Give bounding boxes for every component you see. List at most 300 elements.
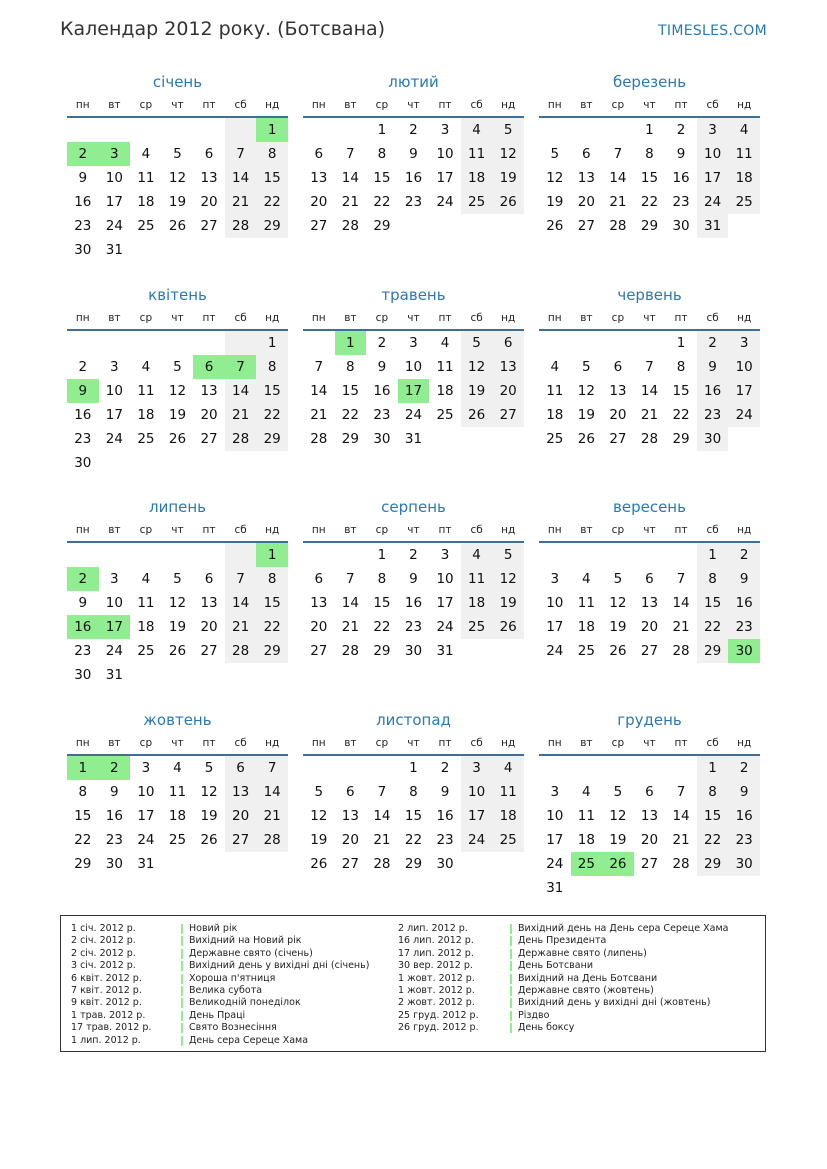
day-cell[interactable]: 30 [74, 242, 92, 258]
day-cell[interactable]: 29 [373, 643, 391, 659]
day-cell[interactable]: 19 [609, 619, 627, 635]
day-cell[interactable]: 23 [728, 615, 760, 639]
day-cell[interactable]: 3 [550, 571, 560, 587]
day-cell[interactable]: 25 [571, 852, 603, 876]
day-cell[interactable]: 10 [546, 808, 564, 824]
day-cell[interactable]: 10 [436, 571, 454, 587]
day-cell[interactable]: 26 [200, 832, 218, 848]
day-cell[interactable]: 6 [613, 359, 623, 375]
day-cell[interactable]: 28 [341, 643, 359, 659]
day-cell[interactable]: 24 [728, 403, 760, 427]
day-cell[interactable]: 27 [492, 403, 524, 427]
day-cell[interactable]: 21 [609, 194, 627, 210]
day-cell[interactable]: 4 [173, 760, 182, 776]
day-cell[interactable]: 5 [314, 784, 324, 800]
day-cell[interactable]: 27 [200, 431, 218, 447]
day-cell[interactable]: 16 [67, 615, 99, 639]
day-cell[interactable]: 24 [436, 194, 454, 210]
day-cell[interactable]: 13 [310, 170, 328, 186]
day-cell[interactable]: 24 [436, 619, 454, 635]
day-cell[interactable]: 11 [436, 359, 454, 375]
day-cell[interactable]: 20 [200, 407, 218, 423]
day-cell[interactable]: 24 [546, 856, 564, 872]
day-cell[interactable]: 23 [436, 832, 454, 848]
day-cell[interactable]: 15 [74, 808, 92, 824]
day-cell[interactable]: 2 [697, 331, 729, 355]
day-cell[interactable]: 8 [697, 567, 729, 591]
day-cell[interactable]: 3 [550, 784, 560, 800]
day-cell[interactable]: 9 [377, 359, 387, 375]
day-cell[interactable]: 4 [582, 571, 591, 587]
day-cell[interactable]: 6 [314, 146, 324, 162]
day-cell[interactable]: 5 [461, 331, 493, 355]
day-cell[interactable]: 17 [436, 595, 454, 611]
day-cell[interactable]: 5 [613, 784, 623, 800]
day-cell[interactable]: 25 [168, 832, 187, 848]
day-cell[interactable]: 2 [409, 547, 418, 563]
day-cell[interactable]: 2 [78, 359, 88, 375]
day-cell[interactable]: 20 [225, 804, 257, 828]
day-cell[interactable]: 21 [225, 615, 257, 639]
day-cell[interactable]: 25 [546, 431, 564, 447]
day-cell[interactable]: 29 [404, 856, 423, 872]
day-cell[interactable]: 12 [492, 142, 524, 166]
day-cell[interactable]: 4 [440, 335, 450, 351]
day-cell[interactable]: 15 [256, 591, 288, 615]
day-cell[interactable]: 3 [697, 118, 729, 142]
day-cell[interactable]: 10 [728, 355, 760, 379]
day-cell[interactable]: 2 [728, 543, 760, 567]
day-cell[interactable]: 21 [310, 407, 328, 423]
day-cell[interactable]: 15 [640, 170, 659, 186]
day-cell[interactable]: 19 [168, 407, 187, 423]
day-cell[interactable]: 11 [728, 142, 760, 166]
day-cell[interactable]: 21 [373, 832, 391, 848]
day-cell[interactable]: 5 [492, 543, 524, 567]
day-cell[interactable]: 19 [546, 194, 564, 210]
day-cell[interactable]: 17 [546, 619, 564, 635]
day-cell[interactable]: 1 [67, 756, 99, 780]
day-cell[interactable]: 30 [436, 856, 454, 872]
day-cell[interactable]: 7 [346, 146, 355, 162]
day-cell[interactable]: 10 [404, 359, 423, 375]
day-cell[interactable]: 30 [404, 643, 423, 659]
day-cell[interactable]: 29 [341, 431, 359, 447]
day-cell[interactable]: 18 [461, 591, 493, 615]
day-cell[interactable]: 6 [225, 756, 257, 780]
day-cell[interactable]: 4 [728, 118, 760, 142]
day-cell[interactable]: 6 [645, 571, 654, 587]
day-cell[interactable]: 13 [200, 595, 218, 611]
day-cell[interactable]: 15 [697, 591, 729, 615]
day-cell[interactable]: 15 [373, 170, 391, 186]
day-cell[interactable]: 15 [672, 383, 690, 399]
day-cell[interactable]: 12 [609, 808, 627, 824]
day-cell[interactable]: 10 [697, 142, 729, 166]
day-cell[interactable]: 27 [341, 856, 359, 872]
day-cell[interactable]: 29 [697, 639, 729, 663]
day-cell[interactable]: 30 [105, 856, 123, 872]
day-cell[interactable]: 29 [256, 214, 288, 238]
day-cell[interactable]: 9 [78, 170, 88, 186]
day-cell[interactable]: 5 [173, 571, 182, 587]
day-cell[interactable]: 11 [137, 383, 155, 399]
day-cell[interactable]: 8 [256, 355, 288, 379]
day-cell[interactable]: 12 [492, 567, 524, 591]
day-cell[interactable]: 5 [173, 359, 182, 375]
day-cell[interactable]: 2 [409, 122, 418, 138]
day-cell[interactable]: 23 [74, 431, 92, 447]
day-cell[interactable]: 14 [225, 166, 257, 190]
day-cell[interactable]: 9 [728, 567, 760, 591]
day-cell[interactable]: 9 [409, 146, 418, 162]
day-cell[interactable]: 25 [137, 431, 155, 447]
day-cell[interactable]: 24 [697, 190, 729, 214]
day-cell[interactable]: 24 [546, 643, 564, 659]
day-cell[interactable]: 22 [341, 407, 359, 423]
day-cell[interactable]: 1 [256, 118, 288, 142]
day-cell[interactable]: 15 [341, 383, 359, 399]
day-cell[interactable]: 4 [461, 118, 493, 142]
day-cell[interactable]: 16 [74, 194, 92, 210]
day-cell[interactable]: 14 [672, 808, 690, 824]
day-cell[interactable]: 8 [645, 146, 654, 162]
day-cell[interactable]: 28 [672, 643, 690, 659]
day-cell[interactable]: 16 [697, 379, 729, 403]
day-cell[interactable]: 23 [404, 619, 423, 635]
day-cell[interactable]: 7 [613, 146, 623, 162]
day-cell[interactable]: 5 [492, 118, 524, 142]
day-cell[interactable]: 12 [609, 595, 627, 611]
day-cell[interactable]: 11 [461, 142, 493, 166]
day-cell[interactable]: 4 [141, 146, 151, 162]
day-cell[interactable]: 19 [200, 808, 218, 824]
day-cell[interactable]: 23 [105, 832, 123, 848]
day-cell[interactable]: 24 [404, 407, 423, 423]
day-cell[interactable]: 2 [377, 335, 387, 351]
day-cell[interactable]: 21 [672, 832, 690, 848]
day-cell[interactable]: 14 [225, 379, 257, 403]
day-cell[interactable]: 27 [640, 643, 659, 659]
day-cell[interactable]: 8 [697, 780, 729, 804]
day-cell[interactable]: 13 [200, 383, 218, 399]
day-cell[interactable]: 11 [137, 595, 155, 611]
day-cell[interactable]: 13 [640, 595, 659, 611]
day-cell[interactable]: 25 [461, 190, 493, 214]
day-cell[interactable]: 20 [200, 619, 218, 635]
day-cell[interactable]: 15 [404, 808, 423, 824]
day-cell[interactable]: 3 [440, 547, 450, 563]
day-cell[interactable]: 10 [436, 146, 454, 162]
day-cell[interactable]: 4 [582, 784, 591, 800]
day-cell[interactable]: 3 [440, 122, 450, 138]
day-cell[interactable]: 6 [193, 355, 225, 379]
day-cell[interactable]: 28 [341, 218, 359, 234]
day-cell[interactable]: 22 [74, 832, 92, 848]
day-cell[interactable]: 14 [373, 808, 391, 824]
day-cell[interactable]: 4 [141, 359, 151, 375]
day-cell[interactable]: 16 [672, 170, 690, 186]
day-cell[interactable]: 21 [256, 804, 288, 828]
day-cell[interactable]: 27 [609, 431, 627, 447]
day-cell[interactable]: 7 [676, 571, 686, 587]
day-cell[interactable]: 6 [346, 784, 355, 800]
day-cell[interactable]: 18 [168, 808, 187, 824]
day-cell[interactable]: 20 [310, 194, 328, 210]
day-cell[interactable]: 3 [409, 335, 418, 351]
day-cell[interactable]: 3 [728, 331, 760, 355]
day-cell[interactable]: 18 [137, 194, 155, 210]
day-cell[interactable]: 6 [204, 571, 214, 587]
day-cell[interactable]: 28 [609, 218, 627, 234]
day-cell[interactable]: 22 [256, 615, 288, 639]
day-cell[interactable]: 26 [310, 856, 328, 872]
day-cell[interactable]: 23 [404, 194, 423, 210]
day-cell[interactable]: 8 [676, 359, 686, 375]
day-cell[interactable]: 13 [225, 780, 257, 804]
day-cell[interactable]: 17 [99, 615, 131, 639]
day-cell[interactable]: 24 [105, 643, 123, 659]
day-cell[interactable]: 30 [672, 218, 690, 234]
day-cell[interactable]: 14 [609, 170, 627, 186]
day-cell[interactable]: 21 [225, 403, 257, 427]
day-cell[interactable]: 12 [200, 784, 218, 800]
day-cell[interactable]: 2 [440, 760, 450, 776]
day-cell[interactable]: 11 [461, 567, 493, 591]
day-cell[interactable]: 28 [310, 431, 328, 447]
day-cell[interactable]: 23 [697, 403, 729, 427]
day-cell[interactable]: 9 [67, 379, 99, 403]
day-cell[interactable]: 10 [105, 595, 123, 611]
day-cell[interactable]: 19 [310, 832, 328, 848]
day-cell[interactable]: 13 [577, 170, 595, 186]
day-cell[interactable]: 22 [697, 828, 729, 852]
day-cell[interactable]: 2 [67, 567, 99, 591]
day-cell[interactable]: 5 [550, 146, 560, 162]
day-cell[interactable]: 19 [461, 379, 493, 403]
day-cell[interactable]: 17 [105, 407, 123, 423]
day-cell[interactable]: 26 [546, 218, 564, 234]
day-cell[interactable]: 25 [577, 643, 595, 659]
day-cell[interactable]: 22 [256, 190, 288, 214]
day-cell[interactable]: 1 [377, 122, 387, 138]
day-cell[interactable]: 6 [645, 784, 654, 800]
day-cell[interactable]: 11 [137, 170, 155, 186]
day-cell[interactable]: 3 [110, 359, 119, 375]
day-cell[interactable]: 5 [613, 571, 623, 587]
day-cell[interactable]: 26 [168, 643, 187, 659]
day-cell[interactable]: 17 [137, 808, 155, 824]
day-cell[interactable]: 11 [577, 808, 595, 824]
day-cell[interactable]: 13 [609, 383, 627, 399]
day-cell[interactable]: 25 [728, 190, 760, 214]
day-cell[interactable]: 7 [377, 784, 387, 800]
day-cell[interactable]: 7 [346, 571, 355, 587]
day-cell[interactable]: 21 [672, 619, 690, 635]
day-cell[interactable]: 12 [168, 170, 187, 186]
day-cell[interactable]: 28 [225, 427, 257, 451]
day-cell[interactable]: 26 [168, 431, 187, 447]
day-cell[interactable]: 19 [609, 832, 627, 848]
day-cell[interactable]: 28 [225, 639, 257, 663]
day-cell[interactable]: 4 [492, 756, 524, 780]
day-cell[interactable]: 17 [461, 804, 493, 828]
day-cell[interactable]: 7 [314, 359, 324, 375]
day-cell[interactable]: 29 [256, 639, 288, 663]
day-cell[interactable]: 16 [74, 407, 92, 423]
day-cell[interactable]: 21 [341, 194, 359, 210]
day-cell[interactable]: 8 [377, 146, 387, 162]
day-cell[interactable]: 23 [728, 828, 760, 852]
day-cell[interactable]: 24 [137, 832, 155, 848]
day-cell[interactable]: 16 [728, 591, 760, 615]
day-cell[interactable]: 13 [341, 808, 359, 824]
day-cell[interactable]: 11 [492, 780, 524, 804]
day-cell[interactable]: 28 [225, 214, 257, 238]
day-cell[interactable]: 22 [256, 403, 288, 427]
day-cell[interactable]: 18 [461, 166, 493, 190]
day-cell[interactable]: 26 [492, 190, 524, 214]
day-cell[interactable]: 28 [373, 856, 391, 872]
day-cell[interactable]: 28 [672, 856, 690, 872]
day-cell[interactable]: 18 [436, 383, 454, 399]
day-cell[interactable]: 12 [168, 383, 187, 399]
day-cell[interactable]: 14 [640, 383, 659, 399]
day-cell[interactable]: 27 [640, 856, 659, 872]
day-cell[interactable]: 5 [582, 359, 591, 375]
day-cell[interactable]: 15 [373, 595, 391, 611]
day-cell[interactable]: 29 [74, 856, 92, 872]
day-cell[interactable]: 24 [105, 431, 123, 447]
day-cell[interactable]: 27 [200, 218, 218, 234]
day-cell[interactable]: 22 [640, 194, 659, 210]
day-cell[interactable]: 31 [105, 667, 123, 683]
day-cell[interactable]: 23 [373, 407, 391, 423]
day-cell[interactable]: 3 [99, 142, 131, 166]
day-cell[interactable]: 26 [609, 643, 627, 659]
day-cell[interactable]: 30 [373, 431, 391, 447]
day-cell[interactable]: 18 [728, 166, 760, 190]
day-cell[interactable]: 5 [204, 760, 214, 776]
day-cell[interactable]: 24 [461, 828, 493, 852]
day-cell[interactable]: 30 [74, 667, 92, 683]
day-cell[interactable]: 12 [461, 355, 493, 379]
day-cell[interactable]: 26 [492, 615, 524, 639]
day-cell[interactable]: 9 [78, 595, 88, 611]
day-cell[interactable]: 31 [546, 880, 564, 896]
day-cell[interactable]: 30 [697, 427, 729, 451]
day-cell[interactable]: 31 [404, 431, 423, 447]
day-cell[interactable]: 3 [141, 760, 151, 776]
day-cell[interactable]: 9 [697, 355, 729, 379]
day-cell[interactable]: 7 [225, 567, 257, 591]
day-cell[interactable]: 14 [310, 383, 328, 399]
day-cell[interactable]: 16 [105, 808, 123, 824]
day-cell[interactable]: 1 [645, 122, 654, 138]
day-cell[interactable]: 25 [461, 615, 493, 639]
day-cell[interactable]: 28 [640, 431, 659, 447]
day-cell[interactable]: 11 [168, 784, 187, 800]
day-cell[interactable]: 18 [137, 619, 155, 635]
day-cell[interactable]: 20 [577, 194, 595, 210]
day-cell[interactable]: 29 [256, 427, 288, 451]
day-cell[interactable]: 27 [577, 218, 595, 234]
day-cell[interactable]: 6 [314, 571, 324, 587]
day-cell[interactable]: 31 [137, 856, 155, 872]
day-cell[interactable]: 7 [225, 355, 257, 379]
day-cell[interactable]: 7 [256, 756, 288, 780]
day-cell[interactable]: 31 [436, 643, 454, 659]
day-cell[interactable]: 19 [168, 194, 187, 210]
day-cell[interactable]: 10 [137, 784, 155, 800]
day-cell[interactable]: 18 [577, 619, 595, 635]
day-cell[interactable]: 22 [697, 615, 729, 639]
day-cell[interactable]: 25 [137, 218, 155, 234]
day-cell[interactable]: 18 [546, 407, 564, 423]
day-cell[interactable]: 21 [341, 619, 359, 635]
day-cell[interactable]: 30 [728, 639, 760, 663]
day-cell[interactable]: 17 [546, 832, 564, 848]
day-cell[interactable]: 27 [200, 643, 218, 659]
day-cell[interactable]: 30 [74, 455, 92, 471]
day-cell[interactable]: 19 [492, 166, 524, 190]
day-cell[interactable]: 1 [256, 543, 288, 567]
day-cell[interactable]: 15 [256, 379, 288, 403]
day-cell[interactable]: 18 [577, 832, 595, 848]
day-cell[interactable]: 12 [577, 383, 595, 399]
day-cell[interactable]: 4 [141, 571, 151, 587]
day-cell[interactable]: 16 [436, 808, 454, 824]
day-cell[interactable]: 25 [137, 643, 155, 659]
day-cell[interactable]: 13 [640, 808, 659, 824]
day-cell[interactable]: 14 [341, 170, 359, 186]
day-cell[interactable]: 20 [640, 619, 659, 635]
day-cell[interactable]: 2 [728, 756, 760, 780]
day-cell[interactable]: 17 [728, 379, 760, 403]
day-cell[interactable]: 6 [582, 146, 591, 162]
day-cell[interactable]: 26 [168, 218, 187, 234]
day-cell[interactable]: 8 [256, 567, 288, 591]
day-cell[interactable]: 14 [225, 591, 257, 615]
day-cell[interactable]: 18 [137, 407, 155, 423]
day-cell[interactable]: 6 [492, 331, 524, 355]
day-cell[interactable]: 1 [335, 331, 367, 355]
day-cell[interactable]: 12 [310, 808, 328, 824]
day-cell[interactable]: 20 [341, 832, 359, 848]
day-cell[interactable]: 29 [640, 218, 659, 234]
day-cell[interactable]: 11 [546, 383, 564, 399]
day-cell[interactable]: 31 [697, 214, 729, 238]
day-cell[interactable]: 29 [697, 852, 729, 876]
day-cell[interactable]: 13 [200, 170, 218, 186]
day-cell[interactable]: 9 [110, 784, 119, 800]
day-cell[interactable]: 6 [204, 146, 214, 162]
day-cell[interactable]: 3 [110, 571, 119, 587]
day-cell[interactable]: 20 [492, 379, 524, 403]
day-cell[interactable]: 23 [74, 643, 92, 659]
day-cell[interactable]: 4 [550, 359, 560, 375]
day-cell[interactable]: 9 [440, 784, 450, 800]
day-cell[interactable]: 16 [404, 170, 423, 186]
day-cell[interactable]: 2 [676, 122, 686, 138]
day-cell[interactable]: 8 [346, 359, 355, 375]
day-cell[interactable]: 10 [461, 780, 493, 804]
day-cell[interactable]: 1 [377, 547, 387, 563]
day-cell[interactable]: 27 [310, 218, 328, 234]
day-cell[interactable]: 7 [676, 784, 686, 800]
day-cell[interactable]: 12 [168, 595, 187, 611]
day-cell[interactable]: 26 [602, 852, 634, 876]
